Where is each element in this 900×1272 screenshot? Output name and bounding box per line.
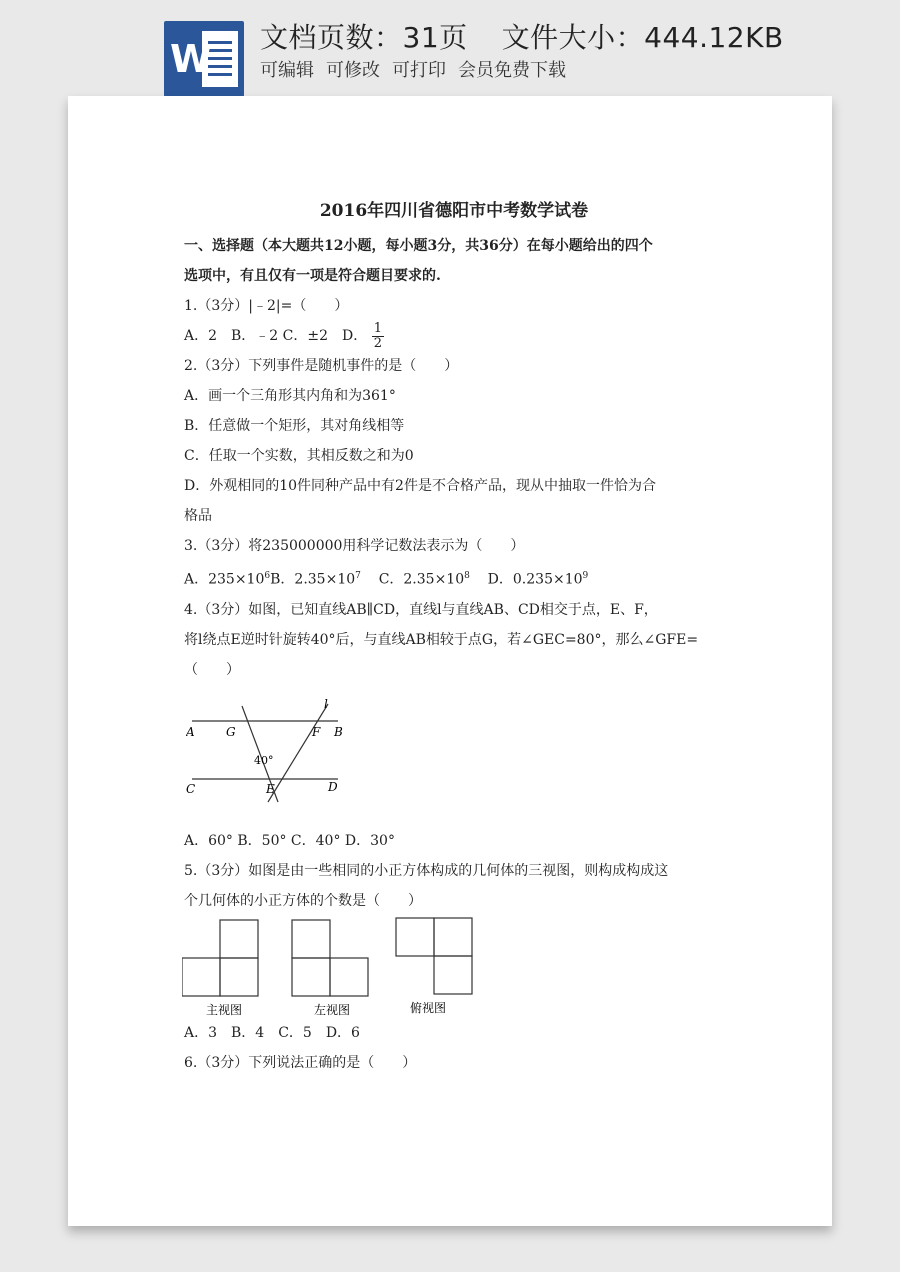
fraction-denominator: 2 (373, 335, 382, 351)
fraction-one-half (372, 322, 384, 351)
question-3: 3.（3分）将235000000用科学记数法表示为（ ） (184, 538, 525, 554)
question-2-option-c: C．任取一个实数，其相反数之和为0 (184, 448, 414, 464)
left-view-label: 左视图 (314, 1003, 351, 1017)
q3-option-b: B．2.35×10 (270, 571, 356, 588)
question-5-line2: 个几何体的小正方体的个数是（ ） (184, 893, 422, 909)
feature-editable: 可编辑 (260, 60, 314, 81)
question-2-option-b: B．任意做一个矩形，其对角线相等 (184, 418, 405, 434)
label-A: A (186, 725, 195, 739)
question-4-line2: 将l绕点E逆时针旋转40°后，与直线AB相较于点G，若∠GEC=80°，那么∠GFE= (184, 631, 699, 648)
label-C: C (186, 782, 196, 796)
question-6: 6.（3分）下列说法正确的是（ ） (184, 1055, 417, 1071)
q3-option-a-exp: 6 (264, 571, 271, 581)
label-D: D (328, 780, 338, 794)
question-4-options: A．60° B．50° C．40° D．30° (184, 833, 395, 849)
section-heading-line2: 选项中，有且仅有一项是符合题目要求的. (184, 268, 441, 284)
file-meta (260, 16, 784, 56)
angle-label: 40° (254, 754, 274, 767)
front-view (182, 920, 258, 996)
feature-modifiable: 可修改 (326, 60, 380, 81)
file-size: 文件大小：444.12KB (501, 21, 784, 54)
q3-option-c-exp: 8 (464, 571, 470, 581)
front-view-label: 主视图 (206, 1003, 243, 1017)
feature-printable: 可打印 (392, 60, 446, 81)
fraction-numerator: 1 (373, 320, 382, 336)
section-heading-line1: 一、选择题（本大题共12小题，每小题3分，共36分）在每小题给出的四个 (184, 238, 653, 254)
question-4-line3: （ ） (184, 661, 240, 678)
question-2-option-a: A．画一个三角形其内角和为361° (184, 388, 396, 404)
question-2-option-d-line2: 格品 (184, 508, 212, 524)
label-G: G (226, 725, 236, 739)
q3-option-d: D．0.235×10 (487, 571, 583, 588)
left-view (292, 920, 368, 996)
feature-member-download: 会员免费下载 (458, 60, 566, 81)
label-E: E (266, 782, 275, 796)
document-info-header (0, 0, 900, 96)
feature-list (260, 56, 578, 82)
question-4-line1: 4.（3分）如图，已知直线AB∥CD，直线l与直线AB、CD相交于点，E、F， (184, 601, 658, 618)
question-3-options (184, 561, 724, 595)
parallel-lines-figure (186, 696, 356, 806)
question-1-options (184, 321, 724, 351)
exam-title: 2016年四川省德阳市中考数学试卷 (319, 201, 589, 221)
word-document-icon (164, 21, 244, 97)
q3-option-d-exp: 9 (582, 571, 589, 581)
word-letter: W (170, 37, 212, 81)
label-F: F (312, 725, 321, 739)
question-2: 2.（3分）下列事件是随机事件的是（ ） (184, 358, 459, 374)
question-1: 1.（3分）|﹣2|=（ ） (184, 298, 349, 314)
q3-option-c: C．2.35×10 (378, 571, 465, 588)
q3-option-b-exp: 7 (355, 571, 361, 581)
three-views-figure (182, 916, 482, 1020)
question-5-options: A．3 B．4 C．5 D．6 (184, 1025, 360, 1041)
q3-option-a: A．235×10 (184, 571, 265, 588)
top-view-label: 俯视图 (410, 1001, 447, 1015)
label-l: l (324, 697, 328, 711)
label-B: B (334, 725, 343, 739)
question-5-line1: 5.（3分）如图是由一些相同的小正方体构成的几何体的三视图，则构成构成这 (184, 863, 669, 879)
question-2-option-d-line1: D．外观相同的10件同种产品中有2件是不合格产品，现从中抽取一件恰为合 (184, 478, 656, 494)
q1-options-text: A．2 B．﹣2 C．±2 D． (184, 328, 368, 344)
page-count: 文档页数：31页 (260, 21, 468, 54)
top-view (396, 918, 472, 994)
exam-content (184, 196, 724, 685)
document-page (68, 96, 832, 1226)
